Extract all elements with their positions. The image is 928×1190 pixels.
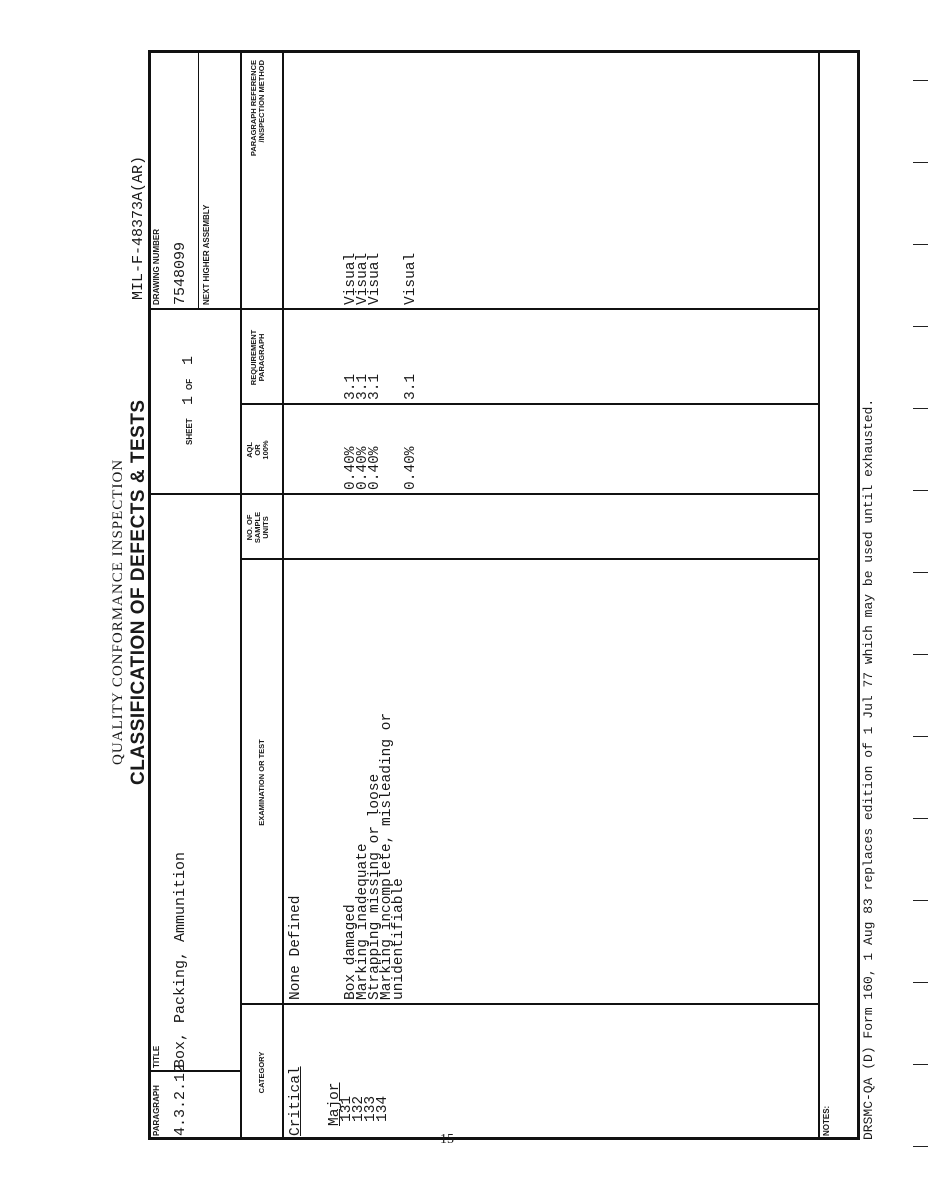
- page-number: 15: [440, 1132, 454, 1147]
- major-row-132-cat: 132: [351, 1095, 367, 1122]
- paragraph-label: PARAGRAPH: [152, 1085, 161, 1136]
- margin-tick: [913, 654, 928, 655]
- major-label: Major: [327, 1082, 343, 1126]
- exam-header: EXAMINATION OR TEST: [257, 739, 266, 826]
- major-row-133-req: 3.1: [367, 373, 383, 400]
- title-label: TITLE: [152, 1045, 161, 1068]
- margin-tick: [913, 900, 928, 901]
- of-label: OF: [185, 378, 194, 390]
- margin-tick: [913, 326, 928, 327]
- notes-label: NOTES:: [822, 1105, 831, 1136]
- margin-tick: [913, 736, 928, 737]
- major-row-133-exam: Strapping missing or loose: [367, 773, 383, 1000]
- major-row-134-method: Visual: [403, 252, 419, 305]
- major-row-133-aql: 0.40%: [367, 446, 383, 490]
- major-row-133-cat: 133: [363, 1095, 379, 1122]
- critical-exam: None Defined: [288, 895, 304, 1000]
- major-row-131-method: Visual: [343, 252, 359, 305]
- form-heading-line2: CLASSIFICATION OF DEFECTS & TESTS: [128, 399, 149, 785]
- margin-tick: [913, 490, 928, 491]
- margin-tick: [913, 162, 928, 163]
- margin-tick: [913, 244, 928, 245]
- major-row-134-req: 3.1: [403, 373, 419, 400]
- major-row-131-aql: 0.40%: [343, 446, 359, 490]
- form-heading-line1: QUALITY CONFORMANCE INSPECTION: [110, 458, 126, 765]
- form-footer-note: DRSMC-QA (D) Form 160, 1 Aug 83 replaces edition of 1 Jul 77 which may be used until exhausted.: [861, 398, 876, 1140]
- major-row-134-exam: Marking incomplete, misleading or: [379, 712, 395, 1000]
- critical-label: Critical: [288, 1066, 304, 1136]
- margin-tick: [913, 1064, 928, 1065]
- major-row-134-cat: 134: [375, 1095, 391, 1122]
- major-row-133-method: Visual: [367, 252, 383, 305]
- major-row-134-aql: 0.40%: [403, 446, 419, 490]
- margin-tick: [913, 80, 928, 81]
- major-row-134-exam-cont: unidentifiable: [391, 878, 407, 1000]
- major-row-132-method: Visual: [355, 252, 371, 305]
- next-higher-assembly-label: NEXT HIGHER ASSEMBLY: [202, 204, 211, 305]
- sheet-label: SHEET: [185, 418, 194, 445]
- margin-tick: [913, 572, 928, 573]
- margin-tick: [913, 408, 928, 409]
- major-row-131-cat: 131: [339, 1095, 355, 1122]
- drawing-number-label: DRAWING NUMBER: [152, 229, 161, 305]
- major-row-132-req: 3.1: [355, 373, 371, 400]
- reference-method-header: PARAGRAPH REFERENCE /INSPECTION METHOD: [249, 60, 266, 157]
- spec-number: MIL-F-48373A(AR): [130, 155, 147, 300]
- rotated-form-sheet: [110, 60, 876, 1140]
- category-header: CATEGORY: [257, 1051, 266, 1094]
- of-value: 1: [180, 355, 197, 365]
- drawing-number-value: 7548099: [172, 241, 189, 305]
- major-row-131-exam: Box damaged: [343, 904, 359, 1000]
- major-row-132-aql: 0.40%: [355, 446, 371, 490]
- sheet-value: 1: [180, 395, 197, 405]
- title-value: Box, Packing, Ammunition: [172, 851, 189, 1068]
- margin-tick: [913, 1146, 928, 1147]
- paragraph-value: 4.3.2.12: [172, 1063, 189, 1136]
- sample-units-header: NO. OF SAMPLE UNITS: [245, 511, 270, 544]
- aql-header: AQL OR 100%: [245, 440, 270, 460]
- margin-tick: [913, 818, 928, 819]
- major-row-131-req: 3.1: [343, 373, 359, 400]
- major-row-132-exam: Marking inadequate: [355, 843, 371, 1000]
- margin-tick: [913, 982, 928, 983]
- requirement-paragraph-header: REQUIREMENT PARAGRAPH: [249, 329, 266, 386]
